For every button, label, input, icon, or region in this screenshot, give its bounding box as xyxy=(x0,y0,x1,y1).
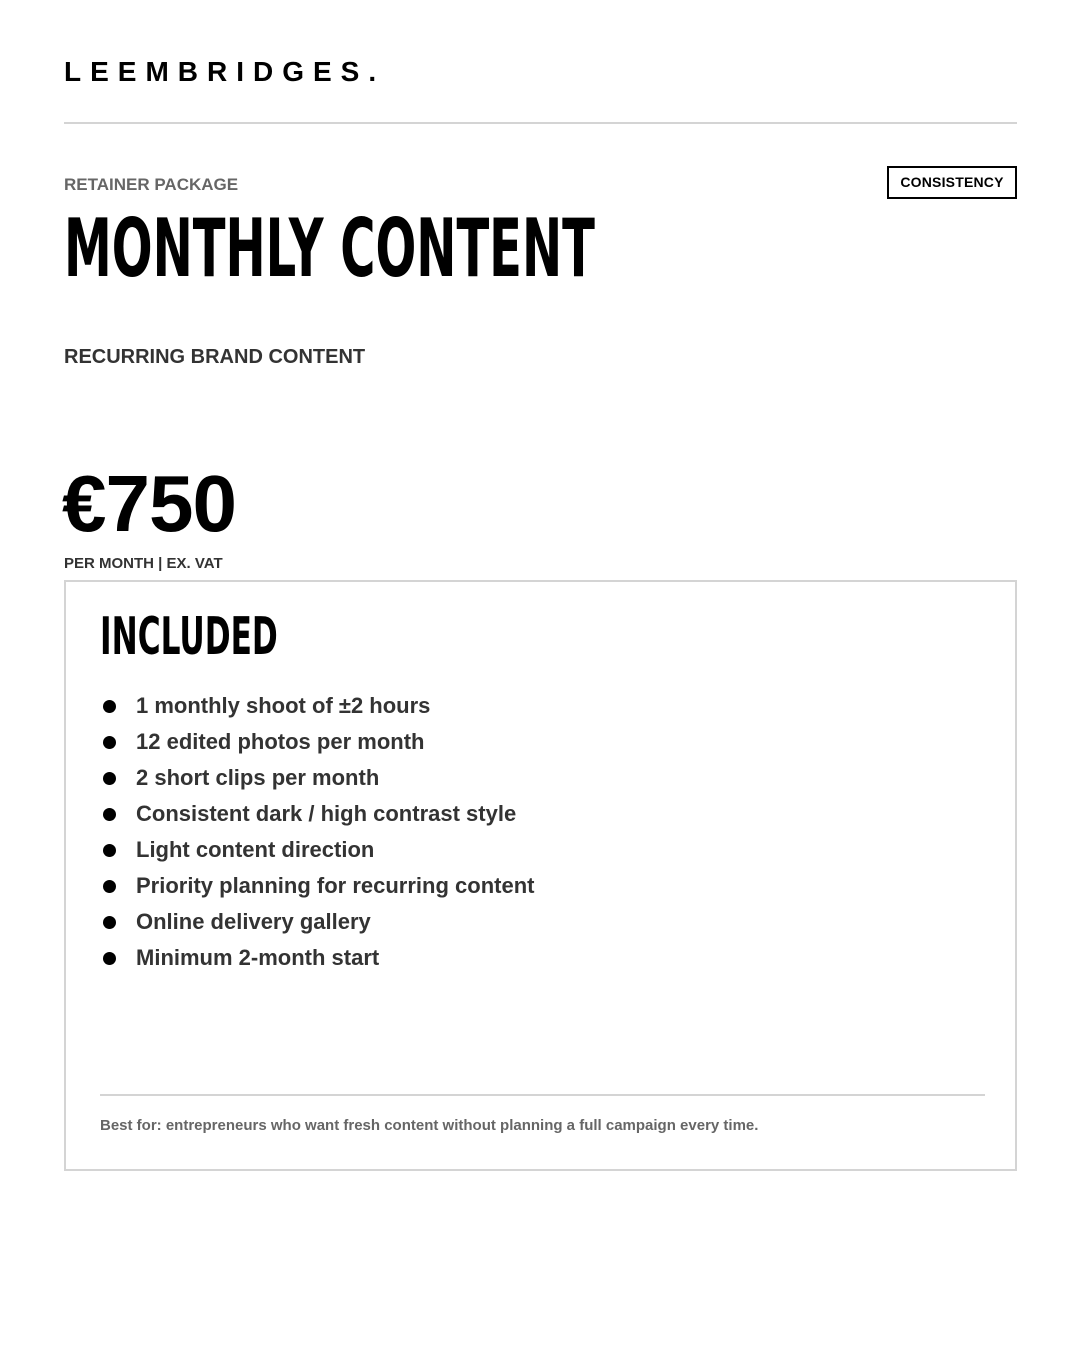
list-item-label: 1 monthly shoot of ±2 hours xyxy=(136,693,431,718)
package-subtitle: RECURRING BRAND CONTENT xyxy=(64,346,366,368)
package-type-label: RETAINER PACKAGE xyxy=(64,175,239,194)
list-item xyxy=(100,940,534,976)
list-item xyxy=(100,688,534,724)
list-item xyxy=(100,796,534,832)
list-item-label: Minimum 2-month start xyxy=(136,945,380,970)
list-item-label: Light content direction xyxy=(136,837,375,862)
bullet-icon xyxy=(103,772,116,785)
list-item xyxy=(100,760,534,796)
bullet-icon xyxy=(103,844,116,857)
bullet-icon xyxy=(103,880,116,893)
bullet-icon xyxy=(103,808,116,821)
best-for-note: Best for: entrepreneurs who want fresh content without planning a full campaign every time. xyxy=(100,1117,759,1134)
bullet-icon xyxy=(103,916,116,929)
brand-logo: LEEMBRIDGES. xyxy=(64,56,386,87)
bullet-icon xyxy=(103,736,116,749)
price-note: PER MONTH | EX. VAT xyxy=(64,555,223,572)
card-divider xyxy=(100,1094,985,1096)
list-item xyxy=(100,904,534,940)
package-tag: CONSISTENCY xyxy=(887,166,1017,199)
list-item-label: Online delivery gallery xyxy=(136,909,371,934)
bullet-icon xyxy=(103,952,116,965)
included-list xyxy=(100,688,534,976)
bullet-icon xyxy=(103,700,116,713)
list-item xyxy=(100,868,534,904)
list-item-label: Priority planning for recurring content xyxy=(136,873,535,898)
package-price: €750 xyxy=(62,459,236,548)
package-title: MONTHLY CONTENT xyxy=(64,202,595,295)
list-item xyxy=(100,724,534,760)
included-heading: INCLUDED xyxy=(100,607,278,667)
list-item-label: Consistent dark / high contrast style xyxy=(136,801,517,826)
included-card xyxy=(64,580,1017,1171)
list-item-label: 2 short clips per month xyxy=(136,765,380,790)
list-item xyxy=(100,832,534,868)
header-divider xyxy=(64,122,1017,124)
list-item-label: 12 edited photos per month xyxy=(136,729,425,754)
